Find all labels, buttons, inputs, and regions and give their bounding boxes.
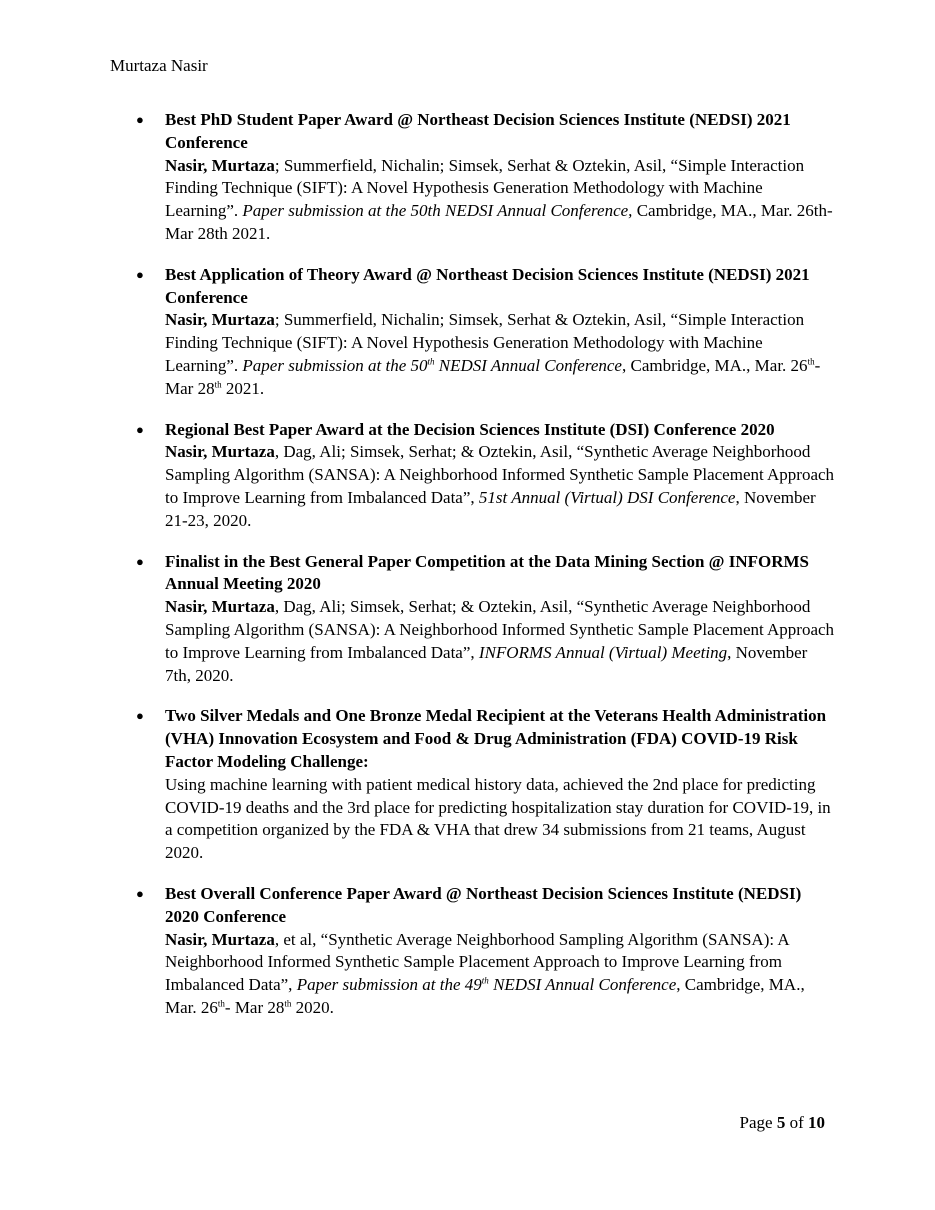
venue-text: Paper submission at the 49 — [296, 975, 482, 995]
award-item — [136, 705, 836, 865]
bullet-icon: ● — [136, 112, 144, 127]
venue-text: NEDSI Annual Conference — [434, 355, 622, 375]
ordinal-suffix: th — [284, 998, 292, 1009]
citation-text: ; Summerfield, Nichalin; Simsek, Serhat & Oztekin, Asil, “Simple Interaction Finding Technique (SIFT): A Novel Hypothesis Generation Methodology with Machine Learning”. — [165, 155, 805, 221]
citation-venue: Paper submission at the 50th NEDSI Annual Conference, — [242, 201, 633, 221]
citation-location: Cambridge, MA., Mar. 26th- Mar 28th 2021. — [165, 201, 833, 243]
ordinal-suffix: th — [481, 975, 489, 986]
citation-text: , Dag, Ali; Simsek, Serhat; & Oztekin, Asil, “Synthetic Average Neighborhood Sampling Algorithm (SANSA): A Neighborhood Informed Synthetic Sample Placement Approach to Improve Learning from Imbalanced Data”, — [165, 442, 835, 507]
award-item — [136, 551, 836, 688]
award-title: Best PhD Student Paper Award @ Northeast Decision Sciences Institute (NEDSI) 2021 Conference — [165, 110, 791, 152]
page-label: Page — [739, 1113, 777, 1132]
citation-venue — [297, 975, 677, 994]
award-title: Regional Best Paper Award at the Decision Sciences Institute (DSI) Conference 2020 — [165, 419, 775, 439]
bullet-icon: ● — [136, 266, 144, 282]
page-header-name: Murtaza Nasir — [110, 56, 208, 75]
ordinal-suffix: th — [217, 998, 225, 1009]
award-title: Two Silver Medals and One Bronze Medal Recipient at the Veterans Health Administration (VHA) Innovation Ecosystem and Food & Drug Administration (FDA) COVID-19 Risk Factor Modeling Challenge: — [165, 706, 827, 771]
citation-text: , et al, “Synthetic Average Neighborhood Sampling Algorithm (SANSA): A Neighborhood Informed Synthetic Sample Placement Approach to Improve Learning from Imbalanced Data”, — [165, 929, 789, 995]
bullet-icon: ● — [136, 885, 144, 901]
award-title: Best Overall Conference Paper Award @ Northeast Decision Sciences Institute (NEDSI) 2020 Conference — [165, 883, 802, 926]
author-name: Nasir, Murtaza — [165, 155, 275, 175]
bullet-icon: ● — [136, 708, 144, 724]
award-item — [136, 419, 836, 533]
page-footer — [740, 1112, 825, 1135]
ordinal-suffix: th — [807, 356, 815, 367]
venue-text: NEDSI Annual Conference — [488, 975, 677, 995]
page-of-label: of — [785, 1113, 808, 1132]
award-title: Best Application of Theory Award @ Northeast Decision Sciences Institute (NEDSI) 2021 Conference — [165, 264, 810, 307]
award-item — [136, 264, 836, 401]
ordinal-suffix: th — [427, 356, 435, 367]
awards-list — [136, 109, 836, 1038]
citation-text: ; Summerfield, Nichalin; Simsek, Serhat & Oztekin, Asil, “Simple Interaction Finding Technique (SIFT): A Novel Hypothesis Generation Methodology with Machine Learning”. — [165, 310, 805, 375]
bullet-icon: ● — [136, 421, 144, 437]
ordinal-suffix: th — [214, 379, 222, 390]
citation-location: , Cambridge, MA., Mar. 26 — [165, 975, 805, 1017]
author-name: Nasir, Murtaza — [165, 442, 275, 462]
author-name: Nasir, Murtaza — [165, 597, 275, 617]
citation-year: 2021. — [221, 378, 265, 398]
award-citation — [165, 309, 836, 400]
bullet-icon: ● — [136, 553, 144, 569]
award-item — [136, 109, 836, 246]
award-citation — [165, 596, 836, 687]
citation-venue — [242, 356, 622, 375]
page-total: 10 — [808, 1113, 825, 1132]
award-citation — [165, 929, 836, 1020]
award-description: Using machine learning with patient medical history data, achieved the 2nd place for predicting COVID-19 deaths and the 3rd place for predicting hospitalization stay duration for COVID-19, in a competition organized by the FDA & VHA that drew 34 submissions from 21 teams, August 2020. — [165, 774, 831, 863]
award-item — [136, 883, 836, 1020]
citation-location: , November 7th, 2020. — [165, 642, 808, 685]
venue-text: Paper submission at the 50 — [242, 355, 428, 375]
award-citation — [165, 441, 836, 532]
author-name: Nasir, Murtaza — [165, 310, 275, 330]
citation-location: , Cambridge, MA., Mar. 26 — [621, 355, 808, 375]
citation-text: , Dag, Ali; Simsek, Serhat; & Oztekin, Asil, “Synthetic Average Neighborhood Sampling Algorithm (SANSA): A Neighborhood Informed Synthetic Sample Placement Approach to Improve Learning from Imbalanced Data”, — [165, 597, 835, 662]
award-citation — [165, 155, 836, 246]
citation-location: , November 21-23, 2020. — [165, 487, 816, 530]
author-name: Nasir, Murtaza — [165, 929, 275, 949]
citation-date: - Mar 28 — [224, 997, 285, 1017]
page-number: 5 — [776, 1113, 786, 1132]
citation-year: 2020. — [291, 997, 334, 1017]
citation-venue: INFORMS Annual (Virtual) Meeting — [478, 642, 728, 662]
citation-date: - Mar 28 — [165, 355, 821, 398]
award-title: Finalist in the Best General Paper Competition at the Data Mining Section @ INFORMS Annual Meeting 2020 — [165, 551, 809, 594]
citation-venue: 51st Annual (Virtual) DSI Conference — [478, 487, 736, 507]
